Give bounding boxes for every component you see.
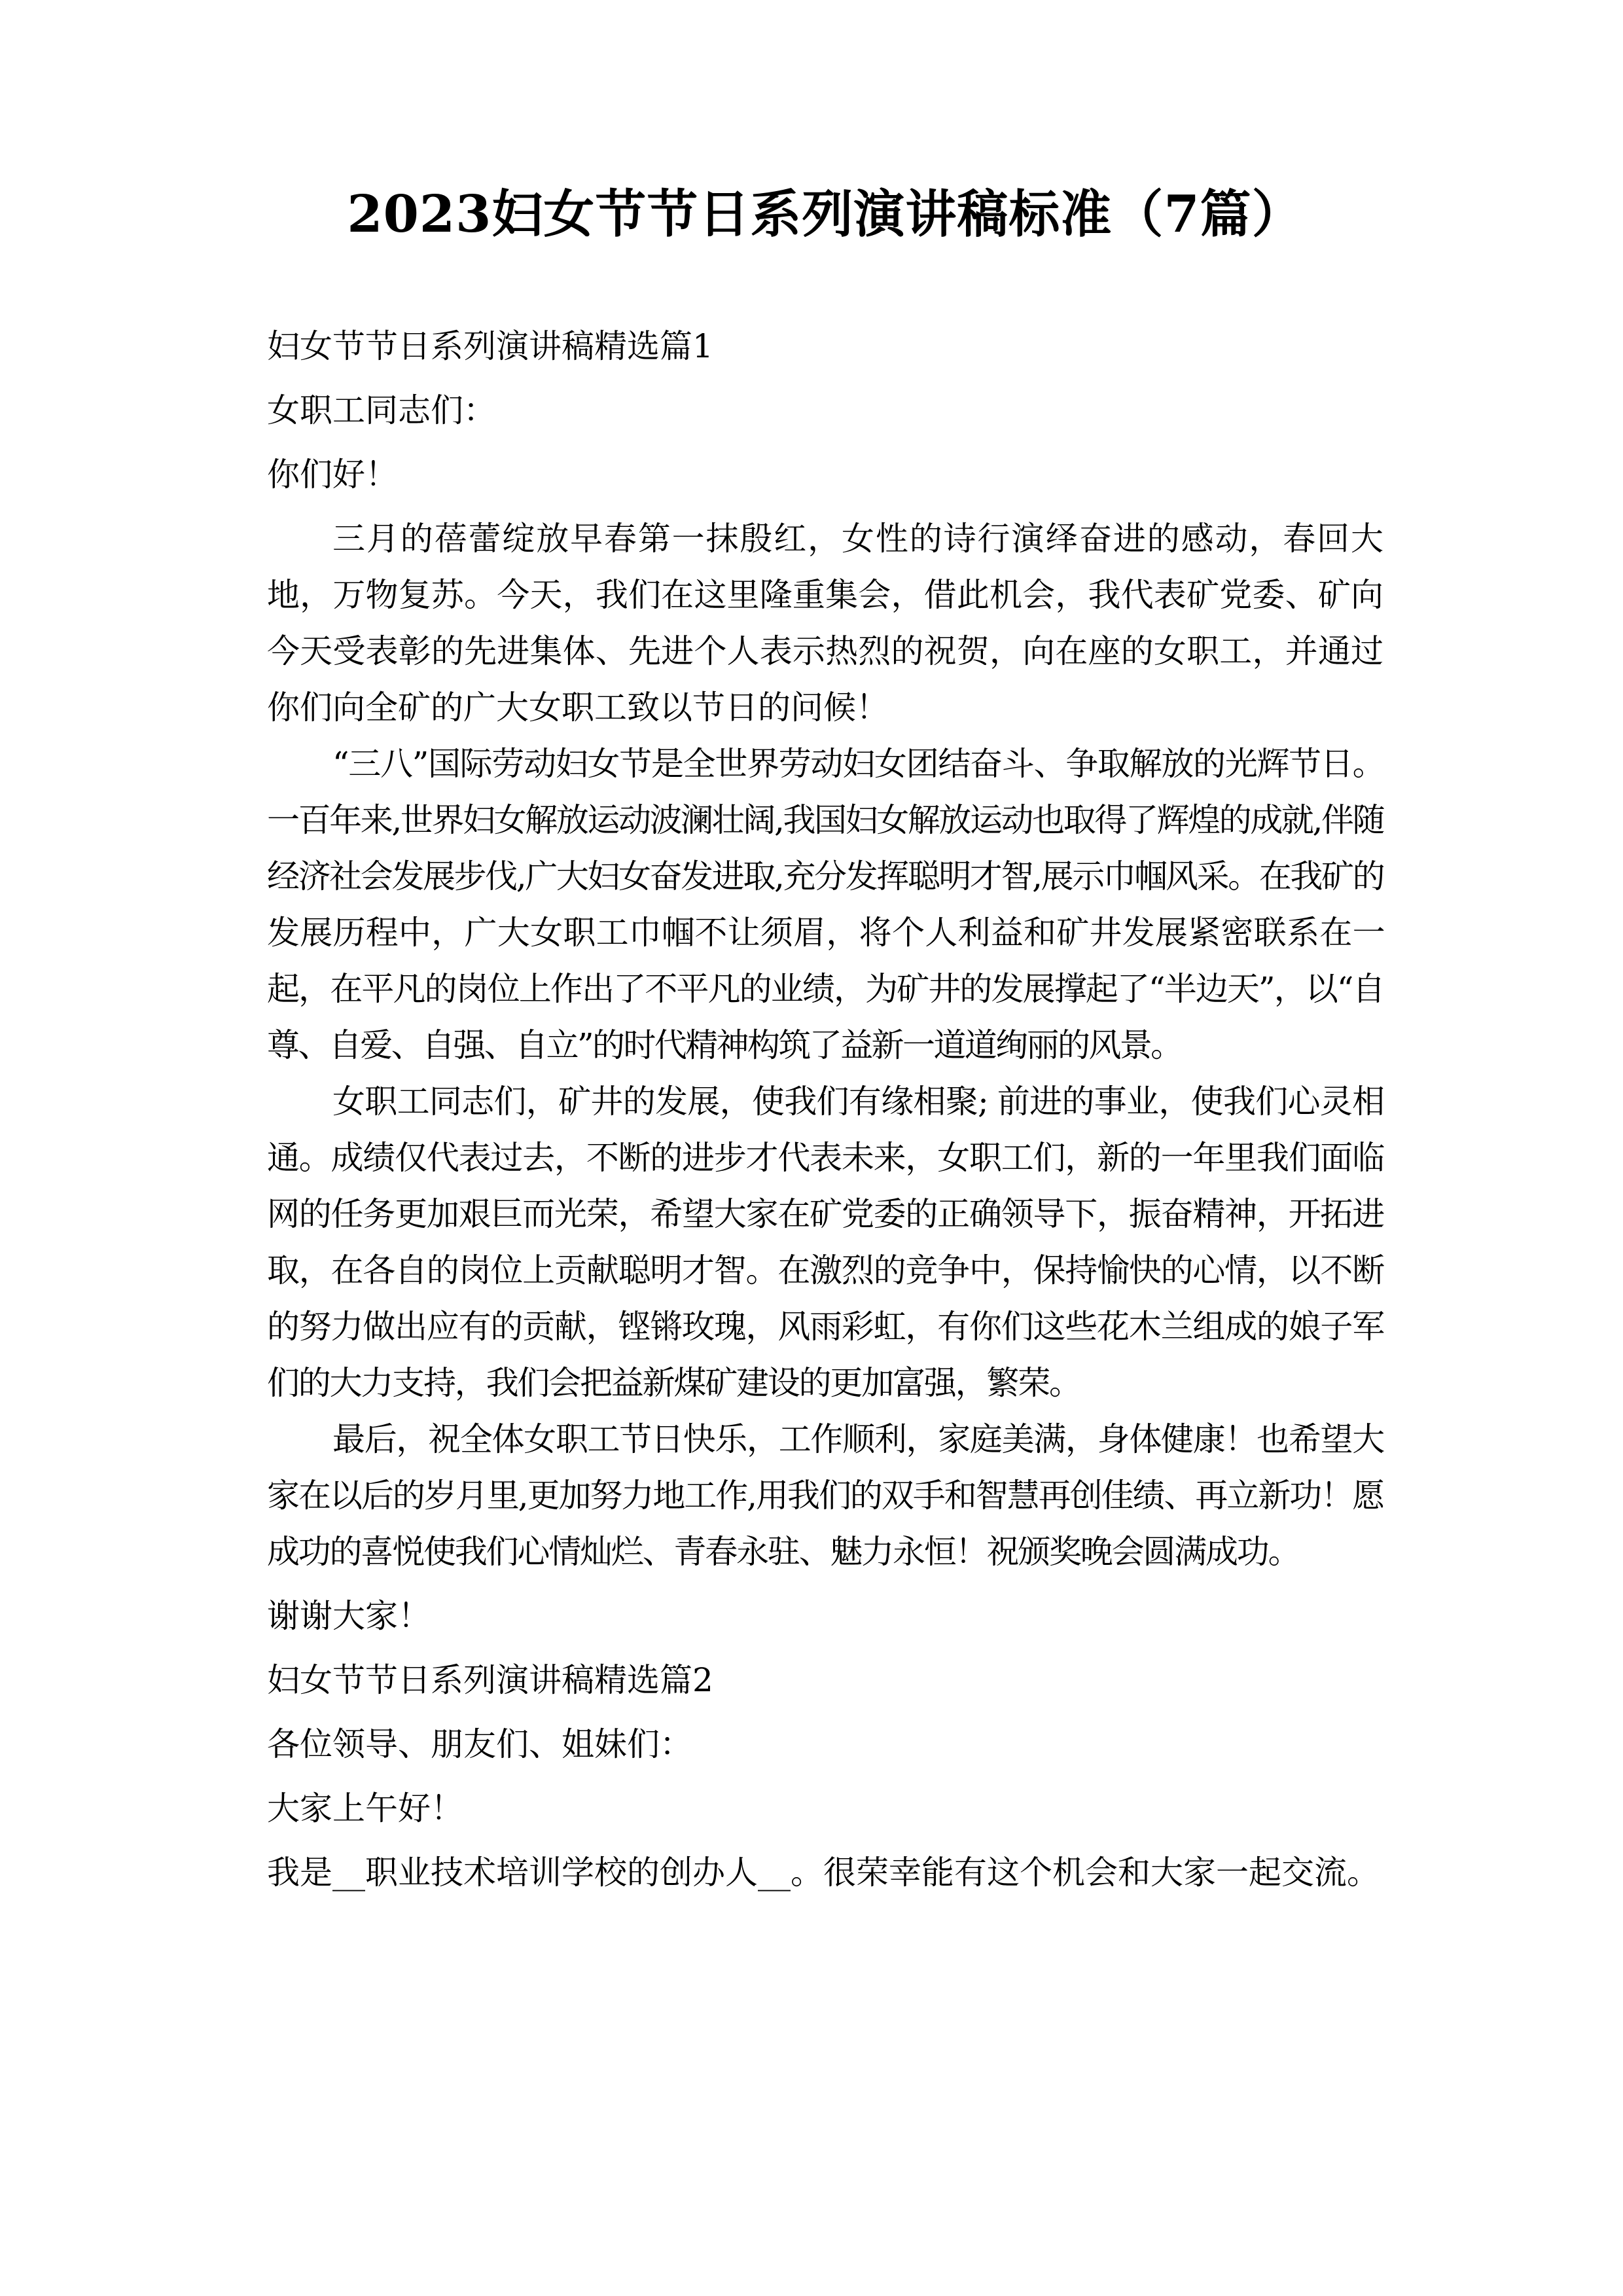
paragraph-2-1: 我是__职业技术培训学校的创办人__。很荣幸能有这个机会和大家一起交流。 [267, 1854, 1380, 1892]
paragraph-1-3: 女职工同志们，矿井的发展，使我们有缘相聚; 前进的事业，使我们心灵相通。成绩仅代表过去，不断的进步才代表未来，女职工们，新的一年里我们面临网的任务更加艰巨而光荣，希望大家在矿党委的正确领导下，振奋精神，开拓进取，在各自的岗位上贡献聪明才智。在激烈的竞争中，保持愉快的心情，以不断的努力做出应有的贡献，铿锵玫瑰，风雨彩虹，有你们这些花木兰组成的娘子军们的大力支持，我们会把益新煤矿建设的更加富强，繁荣。 [267, 1083, 1383, 1402]
spacer [267, 1772, 1383, 1780]
spacer [267, 439, 1383, 446]
spacer [267, 503, 1383, 511]
paragraph-1-1: 三月的蓓蕾绽放早春第一抹殷红，女性的诗行演绎奋进的感动，春回大地，万物复苏。今天，我们在这里隆重集会，借此机会，我代表矿党委、矿向今天受表彰的先进集体、先进个人表示热烈的祝贺，向在座的女职工，并通过你们向全矿的广大女职工致以节日的问候！ [267, 520, 1383, 726]
spacer [267, 1708, 1383, 1716]
salutation-2: 各位领导、朋友们、姐妹们： [267, 1725, 692, 1763]
document-content [267, 0, 1383, 1901]
spacer [267, 1580, 1383, 1588]
paragraph-1-2: “三八”国际劳动妇女节是全世界劳动妇女团结奋斗、争取解放的光辉节日。一百年来,世界妇女解放运动波澜壮阔,我国妇女解放运动也取得了辉煌的成就,伴随经济社会发展步伐,广大妇女奋发进取,充分发挥聪明才智,展示巾帼风采。在我矿的发展历程中，广大女职工巾帼不让须眉，将个人利益和矿井发展紧密联系在一起，在平凡的岗位上作出了不平凡的业绩，为矿井的发展撑起了“半边天”，以“自尊、自爱、自强、自立”的时代精神构筑了益新一道道绚丽的风景。 [267, 745, 1383, 1064]
greeting-2: 大家上午好！ [267, 1789, 463, 1827]
spacer [267, 374, 1383, 382]
section-heading-2: 妇女节节日系列演讲稿精选篇2 [267, 1661, 713, 1699]
spacer [267, 1837, 1383, 1844]
salutation-1: 女职工同志们： [267, 391, 496, 429]
spacer [267, 1644, 1383, 1652]
greeting-1: 你们好！ [267, 456, 398, 493]
section-heading-1: 妇女节节日系列演讲稿精选篇1 [267, 327, 713, 365]
page-title: 2023妇女节节日系列演讲稿标准（7篇） [347, 185, 1304, 244]
closing-1: 谢谢大家！ [267, 1597, 431, 1635]
title-spacer [267, 249, 1383, 318]
paragraph-1-4: 最后，祝全体女职工节日快乐，工作顺利，家庭美满，身体健康！也希望大家在以后的岁月里,更加努力地工作,用我们的双手和智慧再创佳绩、再立新功！愿成功的喜悦使我们心情灿烂、青春永驻、魅力永恒！祝颁奖晚会圆满成功。 [267, 1420, 1383, 1571]
